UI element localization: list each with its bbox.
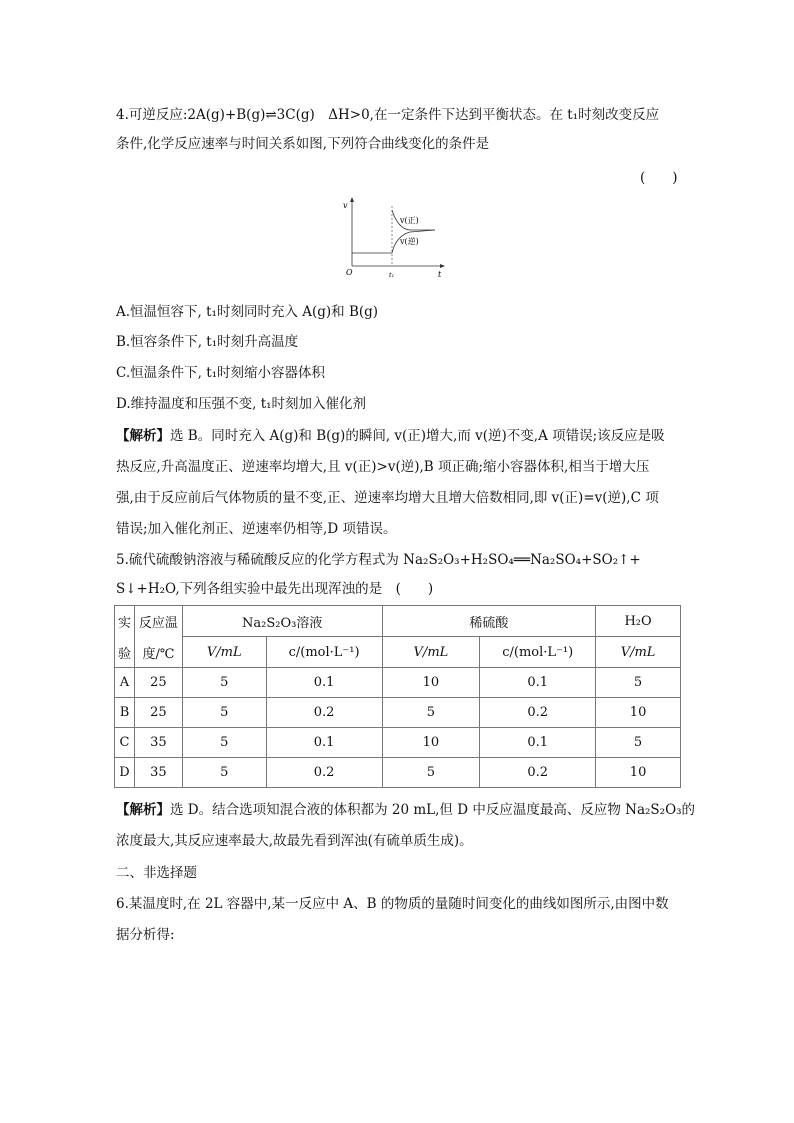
table-row bbox=[115, 758, 681, 788]
cell-exp: C bbox=[115, 728, 135, 758]
forward-rate-label: v(正) bbox=[400, 216, 419, 225]
q4-analysis-line-4: 错误;加入催化剂正、逆速率仍相等,D 项错误。 bbox=[116, 521, 397, 537]
header-temperature: 反应温 度/℃ bbox=[134, 606, 182, 668]
header-volume-3: V/mL bbox=[596, 637, 681, 668]
q4-analysis-line-3: 强,由于反应前后气体物质的量不变,正、逆速率均增大且增大倍数相同,即 v(正)=v(逆),C 项 bbox=[116, 490, 659, 506]
cell-c2: 0.1 bbox=[480, 728, 596, 758]
header-dilute-acid: 稀硫酸 bbox=[382, 606, 596, 637]
q4-analysis-text-1: 选 B。同时充入 A(g)和 B(g)的瞬间, v(正)增大,而 v(逆)不变,A 项错误;该反应是吸 bbox=[170, 428, 665, 444]
header-experiment: 实 验 bbox=[115, 606, 135, 668]
cell-temp: 35 bbox=[134, 758, 182, 788]
header-na2s2o3: Na₂S₂O₃溶液 bbox=[182, 606, 382, 637]
q4-stem-line-1: 4.可逆反应:2A(g)+B(g)⇌3C(g) ΔH>0,在一定条件下达到平衡状态。在 t₁时刻改变反应 bbox=[116, 107, 660, 123]
cell-c1: 0.1 bbox=[266, 668, 382, 698]
q6-stem-line-1: 6.某温度时,在 2L 容器中,某一反应中 A、B 的物质的量随时间变化的曲线如图所示,由图中数 bbox=[116, 896, 669, 912]
section-heading: 二、非选择题 bbox=[116, 865, 197, 881]
table-row bbox=[115, 698, 681, 728]
cell-c1: 0.2 bbox=[266, 698, 382, 728]
q4-stem-line-2: 条件,化学反应速率与时间关系如图,下列符合曲线变化的条件是 bbox=[116, 136, 490, 152]
q5-analysis-tag: 【解析】 bbox=[116, 802, 170, 818]
q4-option-d: D.维持温度和压强不变, t₁时刻加入催化剂 bbox=[116, 396, 367, 412]
cell-v2: 10 bbox=[382, 728, 480, 758]
cell-v1: 5 bbox=[182, 728, 266, 758]
cell-temp: 25 bbox=[134, 668, 182, 698]
q4-option-b: B.恒容条件下, t₁时刻升高温度 bbox=[116, 334, 299, 350]
x-axis-label: t bbox=[438, 270, 442, 279]
cell-exp: D bbox=[115, 758, 135, 788]
table-row bbox=[115, 728, 681, 758]
cell-v1: 5 bbox=[182, 698, 266, 728]
cell-v3: 10 bbox=[596, 698, 681, 728]
q5-analysis-line-2: 浓度最大,其反应速率最大,故最先看到浑浊(有硫单质生成)。 bbox=[116, 833, 473, 849]
cell-c1: 0.1 bbox=[266, 728, 382, 758]
q5-stem-line-1: 5.硫代硫酸钠溶液与稀硫酸反应的化学方程式为 Na₂S₂O₃+H₂SO₄══Na₂SO₄+SO₂↑+ bbox=[116, 552, 641, 568]
cell-v1: 5 bbox=[182, 758, 266, 788]
cell-temp: 25 bbox=[134, 698, 182, 728]
cell-c2: 0.2 bbox=[480, 758, 596, 788]
t1-label: t₁ bbox=[389, 271, 395, 279]
cell-v3: 10 bbox=[596, 758, 681, 788]
header-conc-2: c/(mol·L⁻¹) bbox=[480, 637, 596, 668]
q4-answer-bracket: ( ) bbox=[640, 170, 678, 186]
cell-v1: 5 bbox=[182, 668, 266, 698]
cell-v2: 10 bbox=[382, 668, 480, 698]
x-axis-arrow bbox=[440, 264, 445, 268]
cell-v2: 5 bbox=[382, 758, 480, 788]
cell-temp: 35 bbox=[134, 728, 182, 758]
cell-c2: 0.1 bbox=[480, 668, 596, 698]
q4-analysis-tag: 【解析】 bbox=[116, 428, 170, 444]
cell-c2: 0.2 bbox=[480, 698, 596, 728]
cell-exp: B bbox=[115, 698, 135, 728]
q4-analysis-line-1 bbox=[116, 427, 665, 445]
y-axis-label: v bbox=[343, 201, 348, 210]
reverse-rate-label: v(逆) bbox=[400, 237, 419, 246]
cell-v3: 5 bbox=[596, 668, 681, 698]
q4-option-c: C.恒温条件下, t₁时刻缩小容器体积 bbox=[116, 365, 326, 381]
rate-time-graph bbox=[340, 196, 450, 282]
header-volume-1: V/mL bbox=[182, 637, 266, 668]
table-header-row-2 bbox=[115, 637, 681, 668]
cell-v2: 5 bbox=[382, 698, 480, 728]
q4-analysis-line-2: 热反应,升高温度正、逆速率均增大,且 v(正)>v(逆),B 项正确;缩小容器体积,相当于增大压 bbox=[116, 459, 650, 475]
q4-option-a: A.恒温恒容下, t₁时刻同时充入 A(g)和 B(g) bbox=[116, 304, 379, 320]
y-axis-arrow bbox=[350, 197, 354, 202]
header-conc-1: c/(mol·L⁻¹) bbox=[266, 637, 382, 668]
q5-analysis-line-1 bbox=[116, 801, 695, 819]
origin-label: O bbox=[346, 268, 353, 277]
q5-analysis-text-1: 选 D。结合选项知混合液的体积都为 20 mL,但 D 中反应温度最高、反应物 Na₂S₂O₃的 bbox=[170, 802, 696, 818]
cell-v3: 5 bbox=[596, 728, 681, 758]
table-row bbox=[115, 668, 681, 698]
header-volume-2: V/mL bbox=[382, 637, 480, 668]
cell-exp: A bbox=[115, 668, 135, 698]
experiment-table bbox=[114, 605, 681, 788]
q5-stem-line-2: S↓+H₂O,下列各组实验中最先出现浑浊的是 ( ) bbox=[116, 581, 434, 597]
table-header-row-1 bbox=[115, 606, 681, 637]
q6-stem-line-2: 据分析得: bbox=[116, 927, 175, 943]
header-water: H₂O bbox=[596, 606, 681, 637]
cell-c1: 0.2 bbox=[266, 758, 382, 788]
